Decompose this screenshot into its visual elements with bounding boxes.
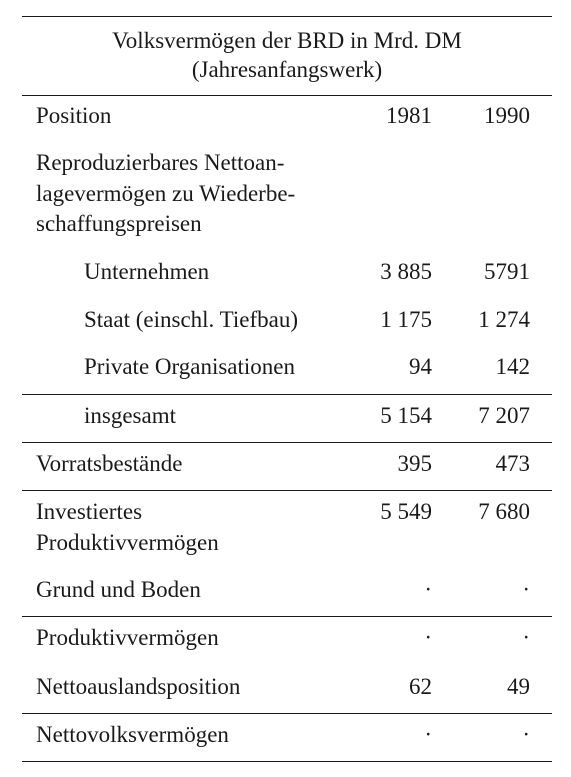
row-value-nettovolksvermoegen-1990: · [522, 722, 530, 747]
row-value-staat-1990: 1 274 [478, 307, 530, 332]
header-rule [22, 95, 552, 96]
header-year-1990: 1990 [484, 103, 530, 128]
table-sheet [22, 0, 552, 777]
row-value-vorratsbestaende-1990: 473 [495, 451, 530, 476]
bottom-rule [22, 761, 552, 762]
row-value-produktivvermoegen-1981: · [424, 625, 432, 650]
row-label-insgesamt: insgesamt [84, 403, 176, 428]
row-label-grund-und-boden: Grund und Boden [36, 577, 201, 602]
table-subtitle: (Jahresanfangswerk) [191, 57, 383, 82]
row-value-investiertes-1981: 5 549 [380, 499, 432, 524]
row-label-nettovolksvermoegen: Nettovolksvermögen [36, 722, 229, 747]
table-title: Volksvermögen der BRD in Mrd. DM [112, 28, 462, 53]
row-label-reproduzierbares-3: schaffungspreisen [36, 211, 202, 236]
row-label-reproduzierbares-2: lagevermögen zu Wiederbe- [36, 181, 296, 206]
row-value-private-organisationen-1990: 142 [495, 354, 530, 379]
row-value-insgesamt-1981: 5 154 [380, 403, 432, 428]
row-label-private-organisationen: Private Organisationen [84, 354, 295, 379]
row-value-grund-und-boden-1981: · [424, 577, 432, 602]
row-value-investiertes-1990: 7 680 [478, 499, 530, 524]
header-year-1981: 1981 [386, 103, 432, 128]
row-value-insgesamt-1990: 7 207 [478, 403, 530, 428]
row-label-reproduzierbares-1: Reproduzierbares Nettoan- [36, 150, 285, 175]
top-rule [22, 16, 552, 17]
row-label-vorratsbestaende: Vorratsbestände [36, 451, 183, 476]
row-label-investiertes-2: Produktivvermögen [36, 530, 219, 555]
row-value-nettovolksvermoegen-1981: · [424, 722, 432, 747]
header-position: Position [36, 103, 112, 128]
row-label-investiertes-1: Investiertes [36, 499, 143, 524]
row-value-nettoauslandsposition-1981: 62 [409, 674, 432, 699]
rule-nettovolksvermoegen [22, 713, 552, 714]
row-value-nettoauslandsposition-1990: 49 [507, 674, 530, 699]
rule-investiertes [22, 490, 552, 491]
row-value-staat-1981: 1 175 [380, 307, 432, 332]
row-value-produktivvermoegen-1990: · [522, 625, 530, 650]
rule-produktivvermoegen [22, 616, 552, 617]
row-value-private-organisationen-1981: 94 [409, 354, 432, 379]
rule-insgesamt [22, 394, 552, 395]
row-label-produktivvermoegen: Produktivvermögen [36, 625, 219, 650]
row-value-unternehmen-1990: 5791 [484, 259, 530, 284]
row-label-nettoauslandsposition: Nettoauslandsposition [36, 674, 241, 699]
row-value-grund-und-boden-1990: · [522, 577, 530, 602]
row-label-staat: Staat (einschl. Tiefbau) [84, 307, 298, 332]
rule-vorratsbestaende [22, 442, 552, 443]
row-value-unternehmen-1981: 3 885 [380, 259, 432, 284]
row-value-vorratsbestaende-1981: 395 [397, 451, 432, 476]
row-label-unternehmen: Unternehmen [84, 259, 210, 284]
